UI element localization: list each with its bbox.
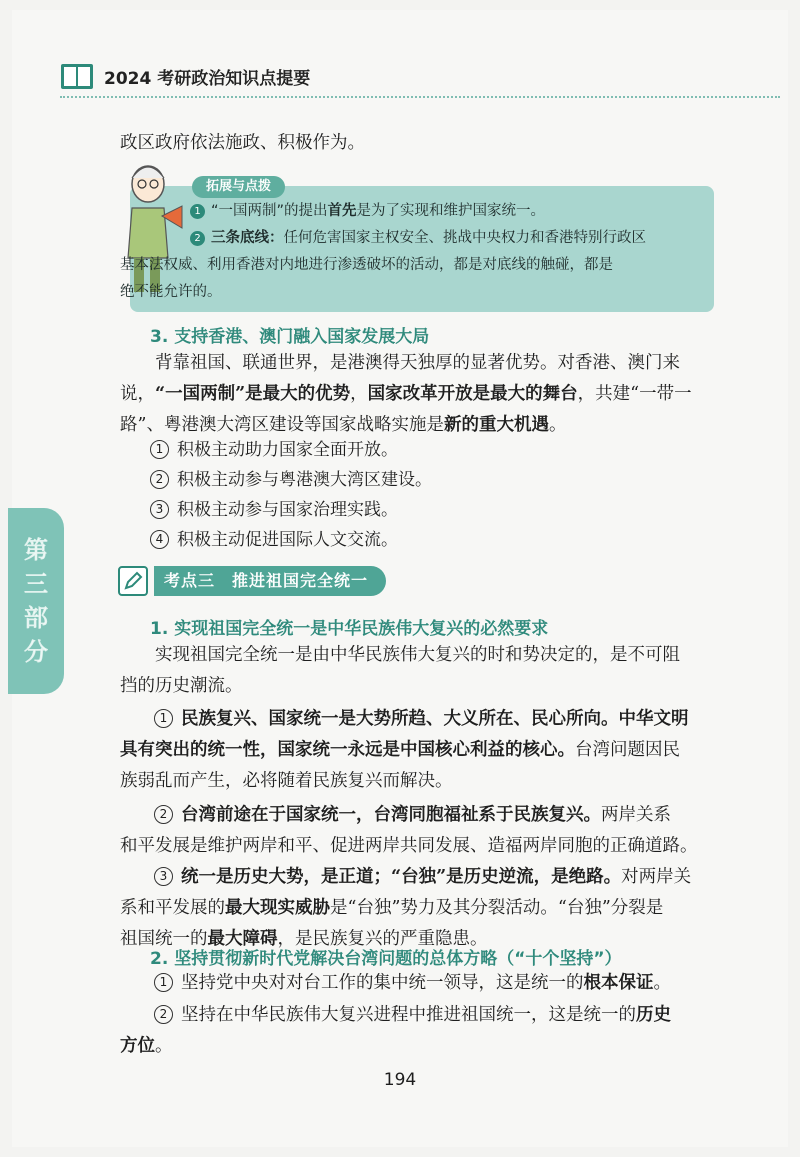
banner-label: 考点三 推进祖国完全统一	[154, 566, 386, 596]
sec3-paragraph: 背靠祖国、联通世界，是港澳得天独厚的显著优势。对香港、澳门来 说，“一国两制”是最大的优势，国家改革开放是最大的舞台，共建“一带一 路”、粤港澳大湾区建设等国家战略实施是新的重大机遇。	[120, 353, 692, 435]
list-item: 2 积极主动参与粤港澳大湾区建设。	[150, 466, 432, 494]
header-divider	[60, 96, 780, 98]
s1-point-3: 3 统一是历史大势，是正道；“台独”是历史逆流，是绝路。对两岸关 系和平发展的最大现实威胁是“台独”势力及其分裂活动。“台独”分裂是 祖国统一的最大障碍，是民族复兴的严重隐患。	[120, 867, 692, 949]
callout-text	[120, 198, 710, 306]
section-heading-2: 2. 坚持贯彻新时代党解决台湾问题的总体方略（“十个坚持”）	[150, 949, 622, 969]
list-item: 1 积极主动助力国家全面开放。	[150, 436, 398, 464]
callout-tag: 拓展与点拨	[192, 176, 285, 198]
callout-item-2-cont: 基本法权威、利用香港对内地进行渗透破坏的活动，都是对底线的触碰，都是	[120, 257, 613, 273]
section-heading-3: 3. 支持香港、澳门融入国家发展大局	[150, 327, 430, 347]
section-heading-1: 1. 实现祖国完全统一是中华民族伟大复兴的必然要求	[150, 619, 549, 639]
s1-point-2: 2 台湾前途在于国家统一，台湾同胞福祉系于民族复兴。两岸关系 和平发展是维护两岸和平、促进两岸共同发展、造福两岸同胞的正确道路。	[120, 805, 698, 856]
list-item: 3 积极主动参与国家治理实践。	[150, 496, 398, 524]
page-number: 194	[383, 1070, 417, 1090]
callout-item-2-cont: 绝不能允许的。	[120, 284, 222, 300]
header-title: 2024 考研政治知识点提要	[104, 68, 311, 89]
s2-point-1: 1 坚持党中央对对台工作的集中统一领导，这是统一的根本保证。	[120, 968, 712, 999]
section-banner	[118, 566, 386, 596]
s1-point-1: 1 民族复兴、国家统一是大势所趋、大义所在、民心所向。中华文明 具有突出的统一性，国家统一永远是中国核心利益的核心。台湾问题因民 族弱乱而产生，必将随着民族复兴而解决。	[120, 709, 689, 791]
list-item: 4 积极主动促进国际人文交流。	[150, 526, 398, 554]
callout-num-badge: 2	[190, 231, 205, 246]
s1-intro-paragraph: 实现祖国完全统一是由中华民族伟大复兴的时和势决定的，是不可阻 挡的历史潮流。	[120, 645, 680, 696]
intro-line: 政区政府依法施政、积极作为。	[120, 133, 365, 153]
open-book-icon	[60, 61, 94, 91]
pencil-icon	[118, 566, 148, 596]
page-header	[60, 58, 310, 94]
s2-point-2: 2 坚持在中华民族伟大复兴进程中推进祖国统一，这是统一的历史 方位。	[120, 1005, 671, 1056]
part-side-tab: 第 三 部 分	[8, 508, 64, 694]
callout-item-1: 1 “一国两制”的提出首先是为了实现和维护国家统一。	[120, 198, 710, 225]
callout-item-2: 2 三条底线：任何危害国家主权安全、挑战中央权力和香港特别行政区	[120, 225, 710, 252]
callout-num-badge: 1	[190, 204, 205, 219]
